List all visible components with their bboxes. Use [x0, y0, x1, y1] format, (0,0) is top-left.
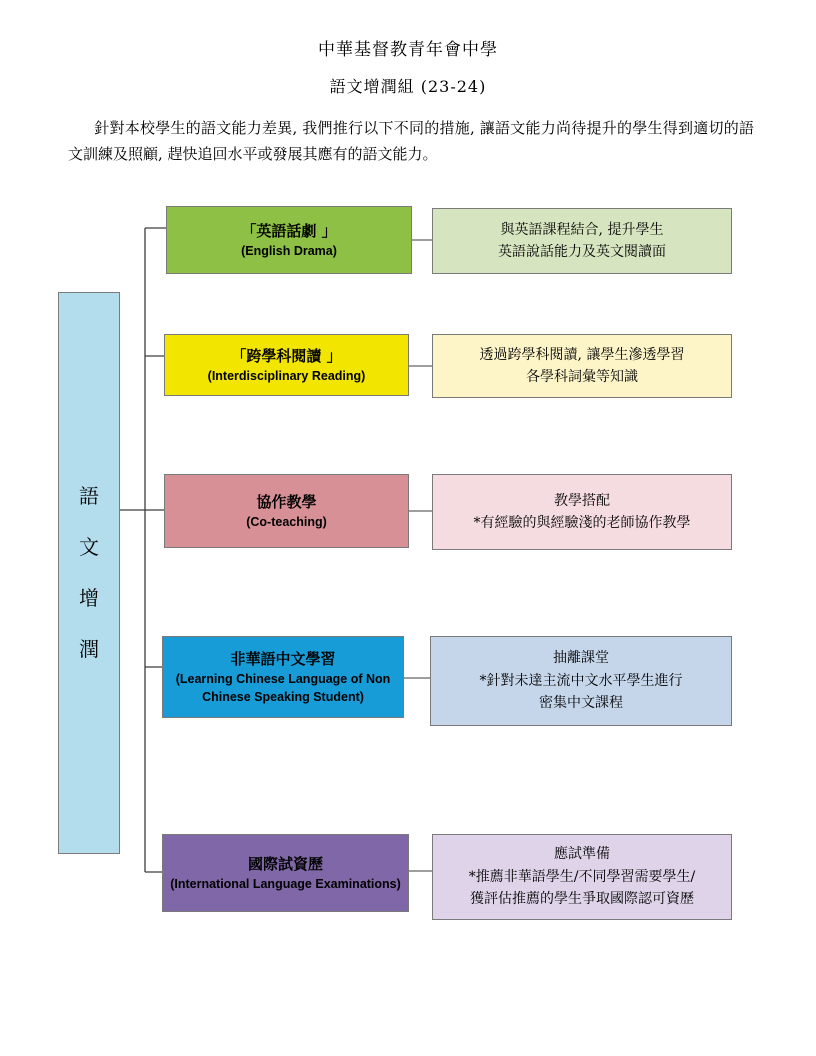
detail-interdisciplinary-reading — [432, 334, 732, 398]
detail-international-examinations — [432, 834, 732, 920]
root-node — [58, 292, 120, 854]
node-title-cn: 非華語中文學習 — [230, 649, 336, 668]
node-english-drama — [166, 206, 412, 274]
detail-co-teaching — [432, 474, 732, 550]
node-co-teaching — [164, 474, 409, 548]
node-non-chinese-speaking — [162, 636, 404, 718]
root-char-3: 增 — [79, 586, 99, 610]
root-node-label — [79, 471, 99, 675]
detail-line: 密集中文課程 — [539, 695, 623, 712]
detail-line: 應試準備 — [554, 846, 610, 863]
detail-line: 各學科詞彙等知識 — [526, 369, 638, 385]
node-title-cn: 「英語話劇 」 — [241, 221, 337, 240]
detail-line: 英語說話能力及英文閱讀面 — [498, 244, 666, 260]
detail-line: 獲評估推薦的學生爭取國際認可資歷 — [470, 891, 694, 908]
node-title-cn: 「跨學科閱讀 」 — [231, 346, 342, 365]
root-char-2: 文 — [79, 535, 99, 559]
node-title-en: (English Drama) — [241, 244, 337, 259]
intro-text: 針對本校學生的語文能力差異, 我們推行以下不同的措施, 讓語文能力尚待提升的學生得到適切的語文訓練及照顧, 趕快追回水平或發展其應有的語文能力。 — [68, 119, 754, 164]
detail-line: 抽離課堂 — [553, 650, 609, 667]
node-title-cn: 國際試資歷 — [247, 854, 323, 873]
program-title: 語文增潤組 (23-24) — [329, 77, 487, 97]
detail-non-chinese-speaking — [430, 636, 732, 726]
detail-english-drama — [432, 208, 732, 274]
detail-line: 與英語課程結合, 提升學生 — [500, 221, 664, 238]
node-interdisciplinary-reading — [164, 334, 409, 396]
root-char-4: 潤 — [79, 637, 99, 661]
detail-line: 透過跨學科閱讀, 讓學生滲透學習 — [479, 346, 685, 363]
school-name: 中華基督教青年會中學 — [318, 40, 498, 60]
detail-line: *推薦非華語學生/不同學習需要學生/ — [468, 868, 696, 885]
node-title-en: (International Language Examinations) — [170, 877, 401, 892]
node-international-examinations — [162, 834, 409, 912]
detail-line: *針對未達主流中文水平學生進行 — [479, 672, 683, 689]
node-title-en: (Co-teaching) — [246, 515, 327, 530]
root-char-1: 語 — [79, 484, 99, 508]
detail-line: 教學搭配 — [554, 492, 610, 509]
detail-line: *有經驗的與經驗淺的老師協作教學 — [473, 515, 691, 531]
node-title-en: (Learning Chinese Language of Non Chinese Speaking Student) — [175, 672, 391, 705]
node-title-en: (Interdisciplinary Reading) — [207, 369, 366, 384]
node-title-cn: 協作教學 — [256, 492, 317, 511]
